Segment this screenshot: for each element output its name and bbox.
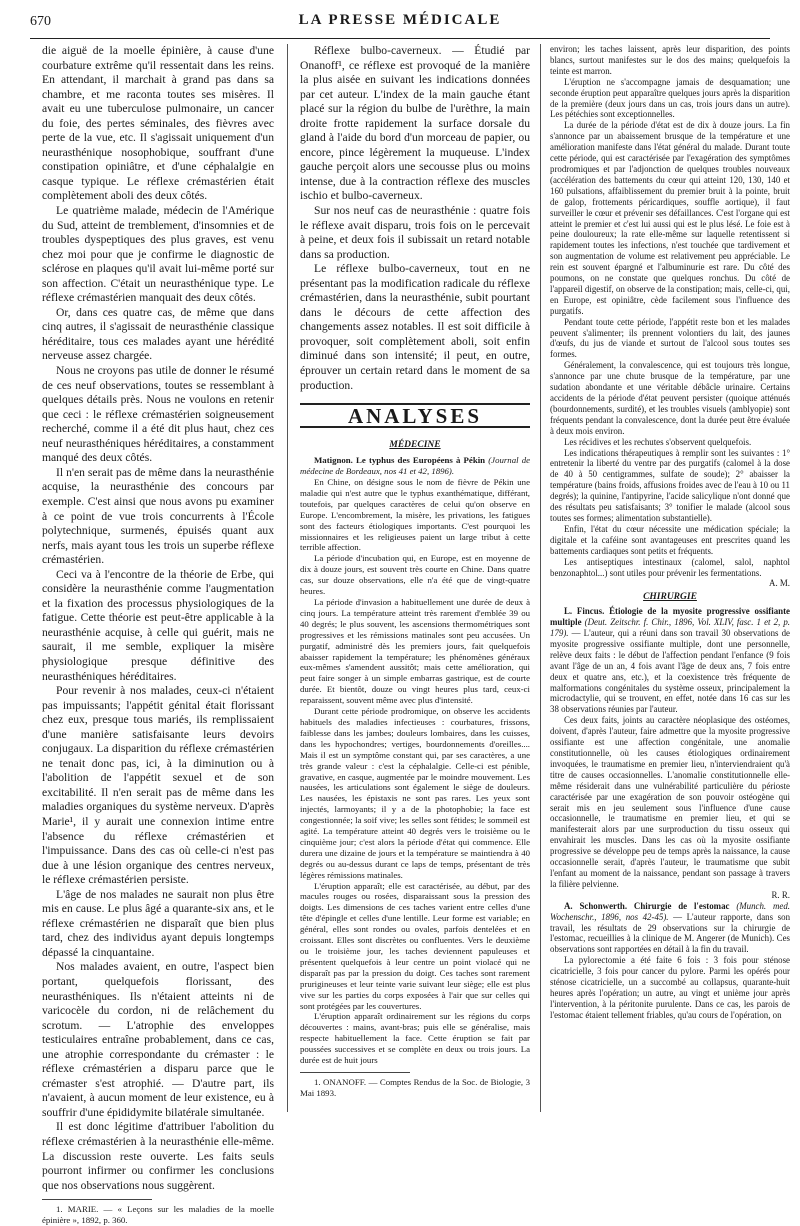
column-3 (550, 44, 790, 1112)
analysis-heading (550, 606, 790, 715)
analysis-reference: (Munch. med. Wochenschr., 1896, nos 42-45). (550, 900, 791, 922)
signature: A. M. (769, 578, 790, 589)
header-rule (30, 38, 770, 39)
footnote: 1. MARIE. — « Leçons sur les maladies de la moelle épinière », 1892, p. 360. (42, 1204, 274, 1226)
paragraph: Sur nos neuf cas de neurasthénie : quatre fois le réflexe avait disparu, trois fois on le percevait à peine, et deux fois il subissait un retard notable dans sa production. (300, 204, 530, 261)
paragraph: Les indications thérapeutiques à remplir sont les suivantes : 1° entretenir la liberté du ventre par des purgatifs (calomel à la dose de 40 à 50 centigrammes, sulfate de soude); 2° abaisser la température (bains froids, affusions froides avec de l'eau à 10 ou 11 degrés); la quinine, l'antipyrine, l'acide salicylique n'ont donné que des résultats peu satisfaisants; 3° tonifier le malade (alcool sous toutes ses formes; alimentation substantielle). (550, 447, 790, 523)
paragraph: Les antiseptiques intestinaux (calomel, salol, naphtol benzonaphtol...) sont utiles pour prévenir les fermentations. (550, 556, 790, 578)
column-divider (540, 44, 541, 1112)
paragraph: Pendant toute cette période, l'appétit reste bon et les malades peuvent s'alimenter; ils prennent volontiers du lait, des jaunes d'œufs, du jus de viande et surtout de l'alcool sous toutes ses formes. (550, 316, 790, 360)
analysis-author: A. Schonwerth. (564, 900, 628, 911)
footnote-rule (42, 1199, 152, 1200)
paragraph: L'éruption ne s'accompagne jamais de desquamation; une seconde éruption peut apparaître quelques jours après la disparition de la première (deux jours dans un cas, trois jours dans un autre). Les pétéchies sont exceptionnelles. (550, 76, 790, 120)
analysis-author: Matignon. (314, 455, 353, 466)
paragraph: L'âge de nos malades ne saurait non plus être mis en cause. Le plus âgé a quarante-six ans, et le réflexe crémastérien ne disparaît que bien plus tard, chez des individus ayant depuis longtemps dépassé la cinquantaine. (42, 887, 274, 959)
analysis-heading (550, 901, 790, 956)
paragraph: — L'auteur, qui a réuni dans son travail 30 observations de myosite progressive ossifiante multiple, dont une personnelle, relève deux faits : le début de l'affection pendant l'enfance (9 fois avant l'âge de un an, 4 fois avant l'âge de deux ans, 7 fois entre deux et quatre ans, etc.), et la coexistence très fréquente de malformations congénitales du système osseux, principalement la microdactylie, qui se trouvent, en effet, notée dans 16 cas sur les 38 observations réunies par l'auteur. (550, 628, 791, 715)
paragraph: die aiguë de la moelle épinière, à cause d'une courbature extrême qu'il ressentait dans les reins. En attendant, il marchait à grand pas dans sa chambre, et me raconta toutes ses misères. Il avait eu une tuberculose pulmonaire, un cancer du foie, des pertes séminales, des fièvres avec perte de la vue, etc. Il s'agissait uniquement d'un neurasthénique nosophobique, souffrant d'une constipation opiniâtre, et d'une céphalalgie en casque typique. Le réflexe crémastérien était complètement aboli des deux côtés. (42, 44, 274, 203)
column-2 (300, 44, 530, 1112)
paragraph: Ceci va à l'encontre de la théorie de Erbe, qui considère la neurasthénie comme l'augmentation et la fixation des processus physiologiques de la fatigue. Cette théorie est peut-être applicable à la neurasthénie acquise, à celle qui guérit, mais ne saurait, il me semble, expliquer la misère physiologique presque définitive des neurasthéniques héréditaires. (42, 567, 274, 683)
analysis-author: L. Fincus. (564, 606, 605, 617)
paragraph: Or, dans ces quatre cas, de même que dans cinq autres, il s'agissait de neurasthénie classique héréditaire, tous ces malades ayant une hérédité nerveuse assez chargée. (42, 305, 274, 363)
page-header (30, 12, 770, 34)
analysis-title: Étiologie de la myosite progressive ossifiante multiple (550, 606, 791, 628)
analysis-heading (300, 455, 530, 477)
analysis-title: Le typhus des Européens à Pékin (356, 455, 486, 466)
analyses-heading: ANALYSES (300, 403, 530, 428)
analysis-title: Chirurgie de l'estomac (633, 900, 730, 911)
footnote: 1. ONANOFF. — Comptes Rendus de la Soc. de Biologie, 3 Mai 1893. (300, 1076, 530, 1098)
paragraph: Ces deux faits, joints au caractère néoplasique des ostéomes, doivent, d'après l'auteur, faire admettre que la myosite progressive ossifiante est une affection congénitale, une anomalie constitutionnelle, où les causes étiologiques ordinairement invoquées, le traumatisme en premier lieu, n'interviendraient qu'à titre de causes occasionnelles. L'anomalie constitutionnelle elle-même résiderait dans une vulnérabilité particulière du périoste caractérisée par une exagération de son pouvoir ostéogène qui serait mis en jeu seulement sous l'influence d'une cause occasionnelle, le traumatisme en premier lieu, et qui se manifesterait alors par une surproduction du tissu osseux qui envahirait les muscles. Dans les cas où la myosite ossifiante progressive se développe peu de temps après la naissance, la cause occasionnelle serait, d'après l'auteur, le traumatisme que subit l'enfant au moment de la naissance, pendant son passage à travers la filière pelvienne. (550, 715, 790, 889)
section-heading-chirurgie: CHIRURGIE (643, 592, 697, 603)
signature: R. R. (771, 889, 790, 900)
analysis-reference: (Deut. Zeitschr. f. Chir., 1896, Vol. XLIV, fasc. 1 et 2, p. 179). (550, 617, 790, 639)
paragraph: environ; les taches laissent, après leur disparition, des points blancs, surtout manifestes sur le dos des mains; quelquefois la teinte est marron. (550, 44, 790, 76)
column-divider (287, 44, 288, 1112)
paragraph: Réflexe bulbo-caverneux. — Étudié par Onanoff¹, ce réflexe est provoqué de la manière la plus aisée en suivant les indications données par cet auteur. L'index de la main gauche étant placé sur la région du bulbe de l'urèthre, la main droite frotte rapidement la surface dorsale du gland à l'aide du bord d'un morceau de papier, ou encore, pince légèrement la muqueuse. L'index gauche perçoit alors une secousse plus ou moins intense, due à la contraction réflexe des muscles ischio et bulbo-caverneux. (300, 44, 530, 203)
analysis-reference: (Journal de médecine de Bordeaux, nos 41 et 42, 1896). (300, 455, 531, 477)
paragraph: La pylorectomie a été faite 6 fois : 3 fois pour sténose cicatricielle, 3 fois pour cancer du pylore. Parmi les opérés pour sténose cicatricielle, un a succombé au collapsus, quarante-huit heures après l'opération; un autre, au vingt et unième jour après l'intervention, à la péritonite purulente. Dans ce cas, les parois de l'estomac étaient tellement friables, qu'au cours de l'opération, on (550, 955, 790, 1020)
page-number: 670 (30, 14, 51, 29)
journal-title: LA PRESSE MÉDICALE (298, 12, 502, 28)
column-1 (42, 44, 274, 1226)
paragraph: Enfin, l'état du cœur nécessite une médication spéciale; la digitale et la caféine sont avantageuses ent prescrites quand les battements cardiaques sont petits et fréquents. (550, 523, 790, 556)
paragraph: Durant cette période prodromique, on observe les accidents habituels des maladies infectieuses : courbatures, frissons, faiblesse dans les jambes; douleurs lombaires, dans les cuisses, dans les hypochondres; vertiges, bourdonnements d'oreilles.... Mais il est un symptôme constant qui, par ses caractères, a une très grande valeur : c'est la céphalalgie. Celle-ci est pénible, gravative, en casque, augmentée par le moindre mouvement. Les nausées, les articulations sont également le siège de douleurs. Les nausées, les épistaxis ne sont pas rares. Les yeux sont injectés, larmoyants; il y a de la photophobie; la face est congestionnée; la soif vive; les selles sont fétides; le sommeil est agité. La température atteint 40 degrés vers le troisième ou le cinquième jour; c'est alors la période d'état qui commence. Elle durera une dizaine de jours et la température se maintiendra à 40 degrés ou au-dessus durant ce laps de temps, présentant de très légères rémissions matinales. (300, 706, 530, 880)
paragraph: Nous ne croyons pas utile de donner le résumé de ces neuf observations, toutes se ressemblant à quelques détails près. Nous ne voulons en retenir que ceci : le réflexe crémastérien soigneusement recherché, comme il a été dit plus haut, chez ces neuf neurasthéniques héréditaires, a constamment manqué des deux côtés. (42, 364, 274, 465)
paragraph: Le quatrième malade, médecin de l'Amérique du Sud, atteint de tremblement, d'insomnies et de troubles dyspeptiques des plus graves, est venu chez moi pour que je confirme le diagnostic de sclérose en plaques qu'il avait lui-même porté sur son affection. C'était un neurasthénique type. Le réflexe crémastérien manquait des deux côtés. (42, 204, 274, 305)
paragraph: La durée de la période d'état est de dix à douze jours. La fin s'annonce par un abaissement brusque de la température et une amélioration manifeste dans l'état général du malade. Durant toute cette période, qui est caractérisée par l'exagération des symptômes prodromiques et par l'adjonction de quelques troubles nouveaux (accélération des battements du cœur qui atteint 120, 130, 140 et 160 pulsations, affaiblissement du premier bruit à la pointe, bruit de galop, frottements péricardiques, souffle aortique), il faut surveiller le cœur et prévenir ses défaillances. C'est l'organe qui est atteint le premier et c'est lui aussi qui est le plus lésé. Le foie est à peine douloureux; la rate elle-même sur laquelle retentissent si rapidement toutes les infections, n'est touchée que tardivement et son augmentation de volume est relativement peu appréciable. Le rein est souvent épargné et l'albuminurie est rare. Du côté des poumons, on ne constate que quelques ronchus. Du côté de l'appareil digestif, on observe de la constipation; mais, celle-ci, qui, en Europe, est opiniâtre, cède facilement sous l'influence des purgatifs. (550, 120, 790, 316)
paragraph: La période d'invasion a habituellement une durée de deux à cinq jours. La température atteint très rarement d'emblée 39 ou 40 degrés; le plus souvent, les ascensions thermométriques sont progressives et les rémissions matinales sont peu accusées. Un purgatif, administré dès les premiers jours, fait quelquefois abaisser rapidement la température; les phénomènes généraux eux-mêmes s'amendent aussitôt; mais cette amélioration, qui peut faire songer à un simple embarras gastrique, est de courte durée. Et bientôt, douze ou vingt heures plus tard, ceux-ci reparaissent, souvent même avec plus d'intensité. (300, 597, 530, 706)
paragraph: La période d'incubation qui, en Europe, est en moyenne de dix à douze jours, est souvent très courte en Chine. Dans quatre cas, sur douze observations, elle n'a été que de vingt-quatre heures. (300, 553, 530, 597)
paragraph: L'éruption apparaît ordinairement sur les régions du corps découvertes : mains, avant-bras; puis elle se généralise, mais respecte habituellement la face. Cette éruption se fait par poussées successives et se complète en deux ou trois jours. La durée est de huit jours (300, 1011, 530, 1066)
paragraph: Nos malades avaient, en outre, l'aspect bien portant, quelquefois florissant, des neurasthéniques. Ils n'étaient atteints ni de varicocèle du cordon, ni de relâchement du scrotum. — L'atrophie des enveloppes testiculaires entraîne probablement, dans ce cas, une atrophie correspondante du crémaster : le réflexe crémastérien a disparu parce que le crémaster s'est atrophié. — D'autre part, ils n'avaient, à aucun moment de leur existence, eu à souffrir d'une épididymite bilatérale simultanée. (42, 960, 274, 1119)
section-heading-medecine: MÉDECINE (389, 439, 441, 450)
paragraph: Les récidives et les rechutes s'observent quelquefois. (564, 436, 752, 447)
paragraph: Il est donc légitime d'attribuer l'abolition du réflexe crémastérien à la neurasthénie elle-même. La discussion reste ouverte. Les faits seuls pourront infirmer ou confirmer les conclusions que nos observations nous suggèrent. (42, 1120, 274, 1192)
paragraph: L'éruption apparaît; elle est caractérisée, au début, par des macules rouges ou rosées, disparaissant sous la pression des doigts. Les dimensions de ces taches varient entre celles d'une tête d'épingle et celles d'une lentille. Leur forme est variable; en général, elles sont rondes ou ovales, parfois dentelées et en croissant. Elles sont discrètes ou confluentes. Vers le deuxième ou le troisième jour, les taches deviennent papuleuses et présentent quelquefois à leur centre un point violacé qui ne disparaît pas par la pression du doigt. Ces taches sont rarement prurigineuses et leur teinte varie suivant leur siège; elle est plus vive sur les parties du corps exposées à l'air que sur celles qui sont protégées par les couvertures. (300, 880, 530, 1011)
paragraph: Pour revenir à nos malades, ceux-ci n'étaient pas impuissants; l'appétit génital était florissant chez eux, presque tous mariés, ils remplissaient d'une manière satisfaisante leurs devoirs conjugaux. La disparition du réflexe crémastérien ne tenait donc pas, ici, à la diminution ou à l'abolition de l'appétit sexuel et de son excitabilité. Il n'en serait pas de même dans les maladies organiques du système nerveux. D'après Marie¹, il y aurait une connexion intime entre l'absence du réflexe crémastérien et l'impuissance. Dans des cas où celle-ci n'est pas due à une lésion organique des centres nerveux, le réflexe crémastérien persiste. (42, 684, 274, 887)
footnote-rule (300, 1072, 410, 1073)
paragraph: En Chine, on désigne sous le nom de fièvre de Pékin une maladie qui n'est autre que le typhus exanthématique, différant, toutefois, par quelques caractères de celui qu'on observe en Europe. L'encombrement, la misère, les privations, les fatigues sont des facteurs étiologiques importants. C'est pourquoi les missionnaires et les religieuses paient un large tribut à cette terrible affection. (300, 477, 530, 553)
paragraph: Il n'en serait pas de même dans la neurasthénie acquise, la neurasthénie des concours par exemple. C'est ainsi que nous avons pu examiner à ce point de vue trois concurrents à l'École polytechnique, surmenés, épuisés quant aux nerfs, mais ayant tous les trois un superbe réflexe crémastérien. (42, 465, 274, 567)
paragraph: Généralement, la convalescence, qui est toujours très longue, s'annonce par une chute brusque de la température, par une sudation abondante et une véritable débâcle urinaire. Certains accidents de la période d'état peuvent persister (quoique atténués (bourdonnements, surdité), et les troubles visuels (amblyopie) sont fréquents pendant la convalescence, dont la durée peut être évaluée à deux mois environ. (550, 360, 790, 436)
paragraph: Le réflexe bulbo-caverneux, tout en ne présentant pas la modification radicale du réflexe crémastérien, dans la neurasthénie, subit pourtant dans le décours de cette affection des changements assez notables. Il est soit difficile à provoquer, soit complètement aboli, soit enfin diminué dans son intensité; il peut, en outre, éprouver un certain retard dans le moment de sa production. (300, 262, 530, 392)
paragraph: — L'auteur rapporte, dans son travail, les résultats de 29 observations sur la chirurgie de l'estomac, recueillies à la clinique de M. Angerer (de Munich). Ces observations sont rapportées en détail à la fin du travail. (550, 911, 791, 955)
